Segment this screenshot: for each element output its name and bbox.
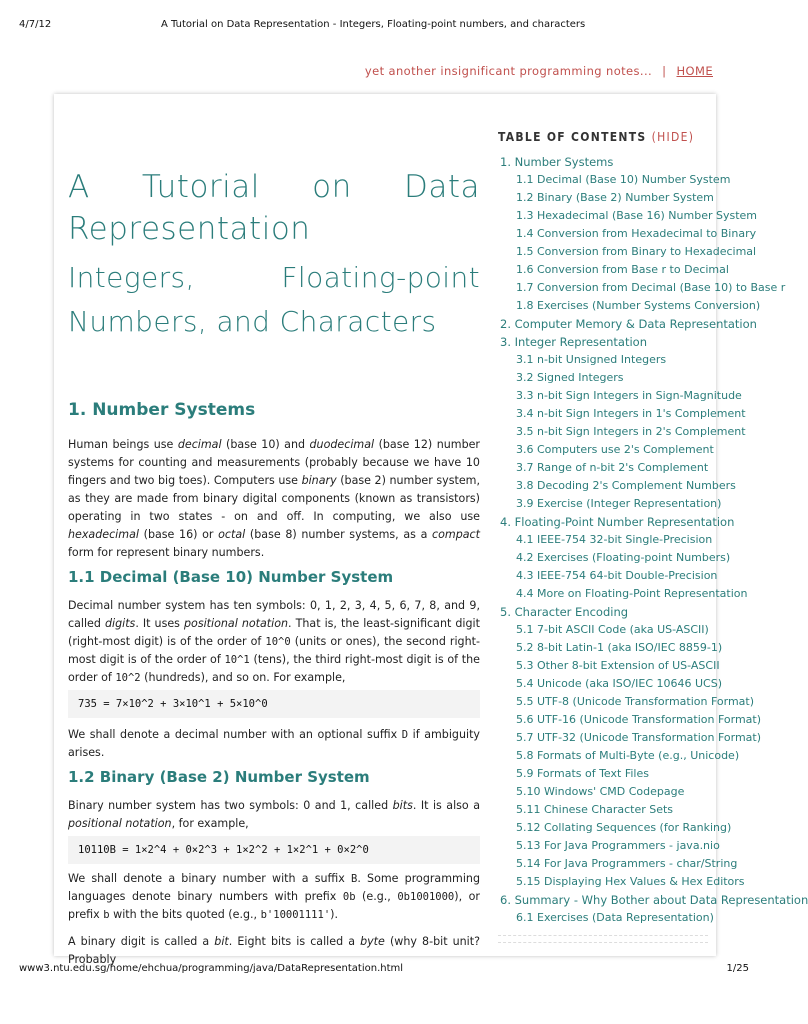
paragraph-binary: Binary number system has two symbols: 0 and 1, called bits. It is also a positional notation, for example, xyxy=(68,799,480,830)
print-page-number: 1/25 xyxy=(726,963,749,974)
code-block-binary xyxy=(68,836,480,864)
section-heading-binary: 1.2 Binary (Base 2) Number System xyxy=(68,768,370,786)
print-url: www3.ntu.edu.sg/home/ehchua/programming/java/DataRepresentation.html xyxy=(19,963,404,974)
toc-item[interactable]: 4.3 IEEE-754 64-bit Double-Precision xyxy=(516,569,718,582)
section-heading-number-systems: 1. Number Systems xyxy=(68,400,256,420)
toc-item[interactable]: 6. Summary - Why Bother about Data Representation xyxy=(500,893,808,907)
home-link[interactable]: HOME xyxy=(676,64,713,78)
toc-item[interactable]: 3.1 n-bit Unsigned Integers xyxy=(516,353,667,366)
toc-item[interactable]: 1.3 Hexadecimal (Base 16) Number System xyxy=(516,209,758,222)
toc-item[interactable]: 1.4 Conversion from Hexadecimal to Binary xyxy=(516,227,757,240)
toc-item[interactable]: 5.14 For Java Programmers - char/String xyxy=(516,857,738,870)
toc-item[interactable]: 5.12 Collating Sequences (for Ranking) xyxy=(516,821,732,834)
article-page xyxy=(54,94,808,966)
page-subtitle: Integers, Floating-point Numbers, and Characters xyxy=(68,261,480,338)
toc-item[interactable]: 3.8 Decoding 2's Complement Numbers xyxy=(516,479,736,492)
toc-item[interactable]: 1.1 Decimal (Base 10) Number System xyxy=(516,173,731,186)
print-title: A Tutorial on Data Representation - Integers, Floating-point numbers, and characters xyxy=(161,19,586,30)
code-text: 735 = 7×10^2 + 3×10^1 + 5×10^0 xyxy=(78,698,268,710)
top-nav xyxy=(365,64,713,78)
toc-hide-button[interactable]: (HIDE) xyxy=(651,130,695,144)
toc-item[interactable]: 1.7 Conversion from Decimal (Base 10) to Base r xyxy=(516,281,786,294)
toc-item[interactable]: 4. Floating-Point Number Representation xyxy=(500,515,735,529)
toc-item[interactable]: 5.11 Chinese Character Sets xyxy=(516,803,674,816)
page-title: A Tutorial on Data Representation xyxy=(68,169,480,247)
toc-item[interactable]: 3.3 n-bit Sign Integers in Sign-Magnitude xyxy=(516,389,742,402)
toc-item[interactable]: 3.2 Signed Integers xyxy=(516,371,624,384)
toc-item[interactable]: 5.8 Formats of Multi-Byte (e.g., Unicode) xyxy=(516,749,740,762)
toc-list xyxy=(498,153,808,927)
toc-item[interactable]: 3.9 Exercise (Integer Representation) xyxy=(516,497,722,510)
paragraph-decimal: Decimal number system has ten symbols: 0, 1, 2, 3, 4, 5, 6, 7, 8, and 9, called digits. It uses positional notation. That is, the least-significant digit (right-most digit) is of the order of 10^0 (units or ones), the second right-most digit is of the order of 10^1 (tens), the third right-most digit is of the order of 10^2 (hundreds), and so on. For example, xyxy=(68,599,480,684)
toc-item[interactable]: 2. Computer Memory & Data Representation xyxy=(500,317,757,331)
code-block-decimal xyxy=(68,690,480,718)
toc-item[interactable]: 5.13 For Java Programmers - java.nio xyxy=(516,839,720,852)
toc-item[interactable]: 5.5 UTF-8 (Unicode Transformation Format) xyxy=(516,695,755,708)
table-of-contents xyxy=(498,130,808,943)
toc-item[interactable]: 3.4 n-bit Sign Integers in 1's Complement xyxy=(516,407,746,420)
toc-item[interactable]: 5.7 UTF-32 (Unicode Transformation Format) xyxy=(516,731,762,744)
nav-separator: | xyxy=(662,64,667,78)
toc-item[interactable]: 4.2 Exercises (Floating-point Numbers) xyxy=(516,551,731,564)
toc-item[interactable]: 1.5 Conversion from Binary to Hexadecimal xyxy=(516,245,757,258)
toc-item[interactable]: 3.6 Computers use 2's Complement xyxy=(516,443,714,456)
toc-item[interactable]: 5.15 Displaying Hex Values & Hex Editors xyxy=(516,875,745,888)
section-heading-decimal: 1.1 Decimal (Base 10) Number System xyxy=(68,568,394,586)
toc-item[interactable]: 1. Number Systems xyxy=(500,155,614,169)
toc-item[interactable]: 4.1 IEEE-754 32-bit Single-Precision xyxy=(516,533,713,546)
code-text: 10110B = 1×2^4 + 0×2^3 + 1×2^2 + 1×2^1 + 0×2^0 xyxy=(78,844,369,856)
site-tagline: yet another insignificant programming notes... xyxy=(364,64,653,78)
toc-item[interactable]: 5.2 8-bit Latin-1 (aka ISO/IEC 8859-1) xyxy=(516,641,723,654)
toc-divider xyxy=(498,935,708,943)
toc-item[interactable]: 3.7 Range of n-bit 2's Complement xyxy=(516,461,709,474)
toc-item[interactable]: 5.3 Other 8-bit Extension of US-ASCII xyxy=(516,659,720,672)
toc-item[interactable]: 3.5 n-bit Sign Integers in 2's Complement xyxy=(516,425,746,438)
paragraph-binary-suffix: We shall denote a binary number with a suffix B. Some programming languages denote binary numbers with prefix 0b (e.g., 0b1001000), or prefix b with the bits quoted (e.g., b'10001111'). xyxy=(68,872,480,921)
toc-item[interactable]: 5.10 Windows' CMD Codepage xyxy=(516,785,685,798)
toc-item[interactable]: 5.9 Formats of Text Files xyxy=(516,767,649,780)
toc-title xyxy=(498,130,716,144)
toc-item[interactable]: 1.8 Exercises (Number Systems Conversion) xyxy=(516,299,761,312)
toc-title-text: TABLE OF CONTENTS xyxy=(498,130,647,144)
toc-item[interactable]: 1.2 Binary (Base 2) Number System xyxy=(516,191,714,204)
print-date: 4/7/12 xyxy=(19,19,52,30)
toc-item[interactable]: 3. Integer Representation xyxy=(500,335,647,349)
paragraph-number-systems: Human beings use decimal (base 10) and duodecimal (base 12) number systems for counting and measurements (probably because we have 10 fingers and two big toes). Computers use binary (base 2) number system, as they are made from binary digital components (known as transistors) operating in two states - on and off. In computing, we also use hexadecimal (base 16) or octal (base 8) number systems, as a compact form for represent binary numbers. xyxy=(68,438,480,559)
paragraph-decimal-suffix: We shall denote a decimal number with an optional suffix D if ambiguity arises. xyxy=(68,728,480,759)
toc-item[interactable]: 6.1 Exercises (Data Representation) xyxy=(516,911,714,924)
paragraph-bit-byte: A binary digit is called a bit. Eight bits is called a byte (why 8-bit unit? Probably xyxy=(68,935,481,966)
toc-item[interactable]: 1.6 Conversion from Base r to Decimal xyxy=(516,263,729,276)
toc-item[interactable]: 5.1 7-bit ASCII Code (aka US-ASCII) xyxy=(516,623,709,636)
toc-item[interactable]: 5. Character Encoding xyxy=(500,605,629,619)
toc-item[interactable]: 5.6 UTF-16 (Unicode Transformation Format) xyxy=(516,713,762,726)
toc-item[interactable]: 5.4 Unicode (aka ISO/IEC 10646 UCS) xyxy=(516,677,722,690)
toc-item[interactable]: 4.4 More on Floating-Point Representation xyxy=(516,587,748,600)
